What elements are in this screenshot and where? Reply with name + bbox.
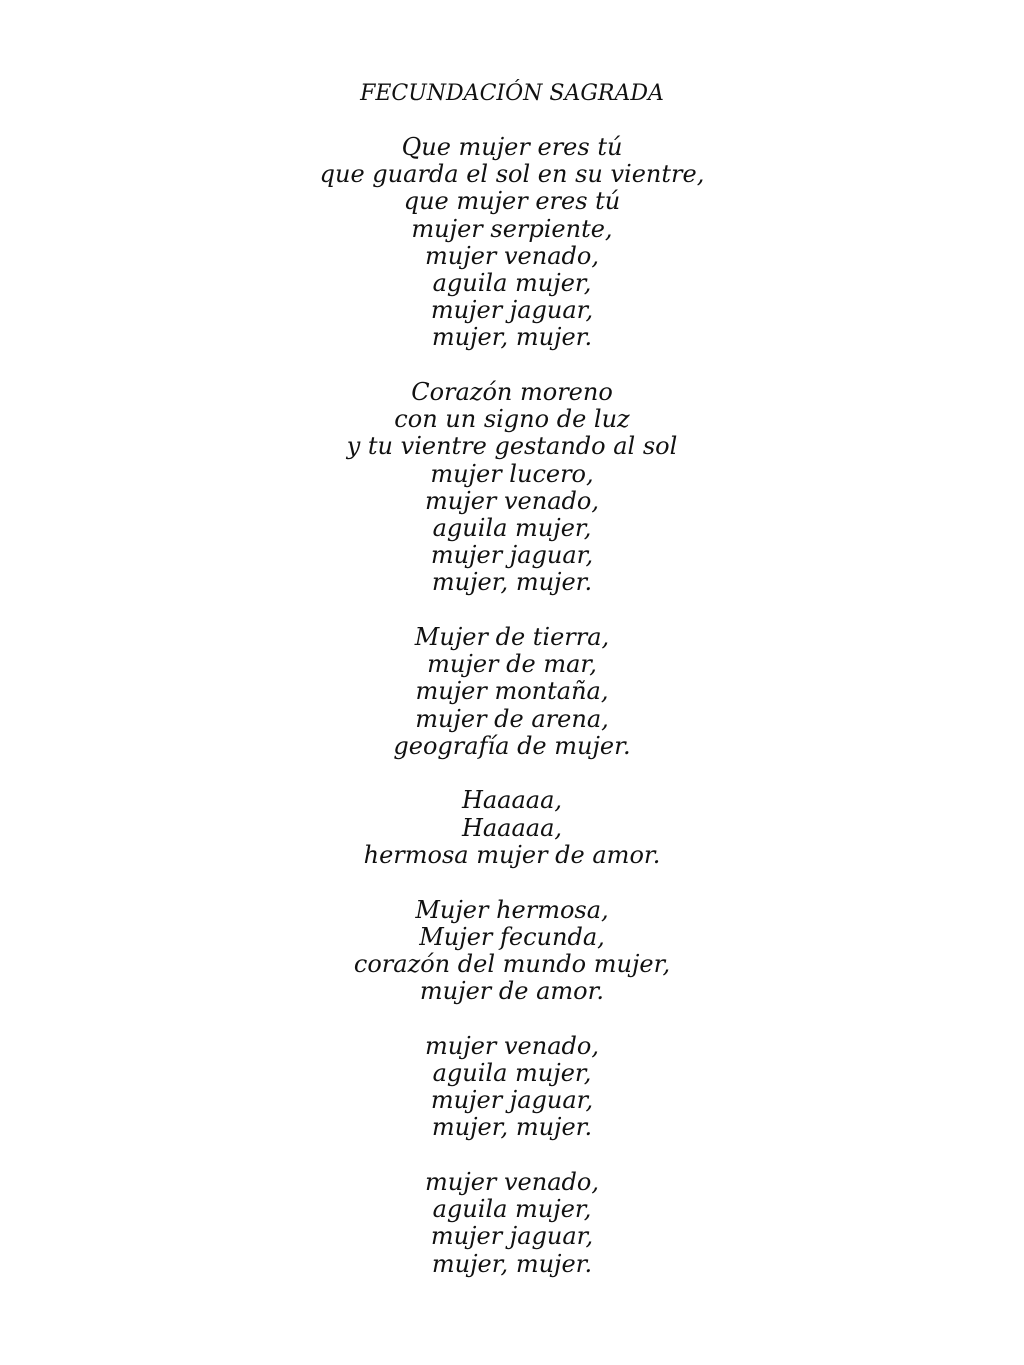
poem-line: con un signo de luz <box>394 405 630 434</box>
poem-line: que guarda el sol en su vientre, <box>319 160 705 189</box>
poem-line: Mujer fecunda, <box>419 922 605 951</box>
poem-line: mujer venado, <box>425 1031 599 1060</box>
stanza-1 <box>0 134 1024 352</box>
poem-line: mujer, mujer. <box>431 568 593 597</box>
poem-line: mujer jaguar, <box>430 1086 594 1115</box>
poem-line: mujer venado, <box>425 1168 599 1196</box>
poem-line: aguila mujer, <box>432 1058 592 1087</box>
poem-line: mujer jaguar, <box>430 296 594 325</box>
poem-line: aguila mujer, <box>432 1195 592 1224</box>
poem-line: geografía de mujer. <box>393 731 631 760</box>
poem-line: mujer, mujer. <box>431 1249 593 1278</box>
poem-line: mujer, mujer. <box>431 323 593 352</box>
poem-line: Mujer de tierra, <box>414 623 610 651</box>
poem-line: Corazón moreno <box>411 378 613 406</box>
stanza-6 <box>0 1033 1024 1142</box>
poem-line: mujer jaguar, <box>430 541 594 570</box>
poem <box>0 80 1024 1305</box>
poem-line: mujer de mar, <box>427 650 597 679</box>
poem-line: mujer de amor. <box>419 977 605 1006</box>
poem-line: mujer lucero, <box>430 459 594 488</box>
poem-line: Mujer hermosa, <box>415 895 609 924</box>
poem-line: que mujer eres tú <box>403 187 621 216</box>
poem-line: mujer jaguar, <box>430 1222 594 1251</box>
poem-line: corazón del mundo mujer, <box>353 949 671 978</box>
stanza-2 <box>0 379 1024 597</box>
stanza-5 <box>0 897 1024 1006</box>
poem-line: mujer montaña, <box>415 677 609 706</box>
stanza-7 <box>0 1169 1024 1278</box>
poem-title: FECUNDACIÓN SAGRADA <box>360 81 664 106</box>
poem-line: mujer venado, <box>425 486 599 515</box>
poem-line: Que mujer eres tú <box>401 133 623 161</box>
poem-line: y tu vientre gestando al sol <box>346 432 678 461</box>
poem-line: mujer de arena, <box>415 704 609 733</box>
stanza-4 <box>0 787 1024 869</box>
poem-line: mujer serpiente, <box>411 214 613 243</box>
poem-line: Haaaaa, <box>461 813 563 842</box>
poem-line: aguila mujer, <box>432 268 592 297</box>
poem-line: aguila mujer, <box>432 513 592 542</box>
poem-line: mujer venado, <box>425 241 599 270</box>
stanza-3 <box>0 624 1024 760</box>
poem-line: mujer, mujer. <box>431 1113 593 1142</box>
poem-line: Haaaaa, <box>461 786 563 815</box>
poem-line: hermosa mujer de amor. <box>363 840 661 869</box>
